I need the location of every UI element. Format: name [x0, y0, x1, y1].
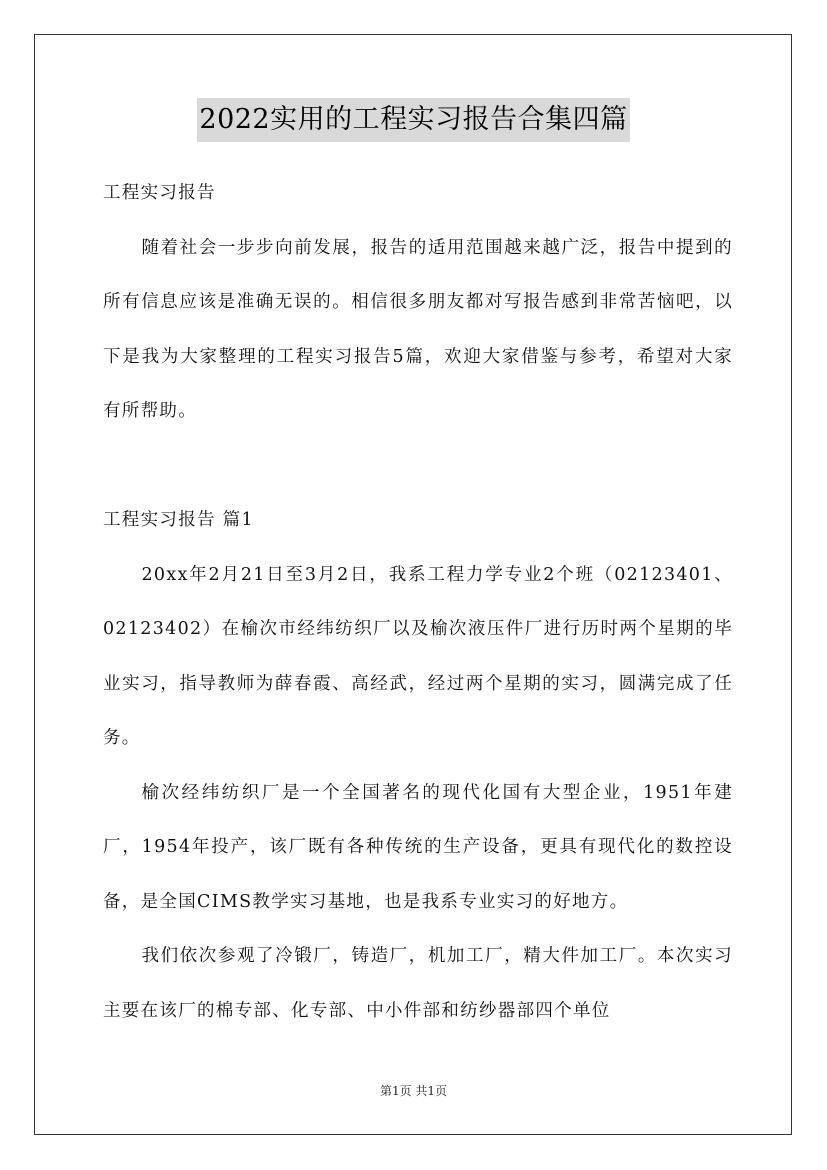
section-spacer — [103, 439, 733, 494]
intro-heading: 工程实习报告 — [103, 183, 216, 203]
intro-paragraph: 随着社会一步步向前发展，报告的适用范围越来越广泛，报告中提到的所有信息应该是准确无误的。相信很多朋友都对写报告感到非常苦恼吧，以下是我为大家整理的工程实习报告5篇，欢迎大家借鉴与参考，希望对大家有所帮助。 — [103, 237, 733, 421]
body-paragraph-1: 20xx年2月21日至3月2日，我系工程力学专业2个班（02123401、02123402）在榆次市经纬纺织厂以及榆次液压件厂进行历时两个星期的毕业实习，指导教师为薛春霞、高经武，经过两个星期的实习，圆满完成了任务。 — [103, 564, 733, 748]
body-paragraph-3: 我们依次参观了冷锻厂，铸造厂，机加工厂，精大件加工厂。本次实习主要在该厂的棉专部、化专部、中小件部和纺纱器部四个单位 — [103, 946, 733, 1021]
document-body — [103, 166, 733, 1038]
title-container — [0, 98, 827, 142]
page-footer: 第1页 共1页 — [379, 1084, 448, 1098]
body-paragraph-2: 榆次经纬纺织厂是一个全国著名的现代化国有大型企业，1951年建厂，1954年投产，该厂既有各种传统的生产设备，更具有现代化的数控设备，是全国CIMS教学实习基地，也是我系专业实习的好地方。 — [103, 782, 733, 912]
document-title: 2022实用的工程实习报告合集四篇 — [197, 98, 629, 142]
section-heading: 工程实习报告 篇1 — [103, 510, 254, 530]
